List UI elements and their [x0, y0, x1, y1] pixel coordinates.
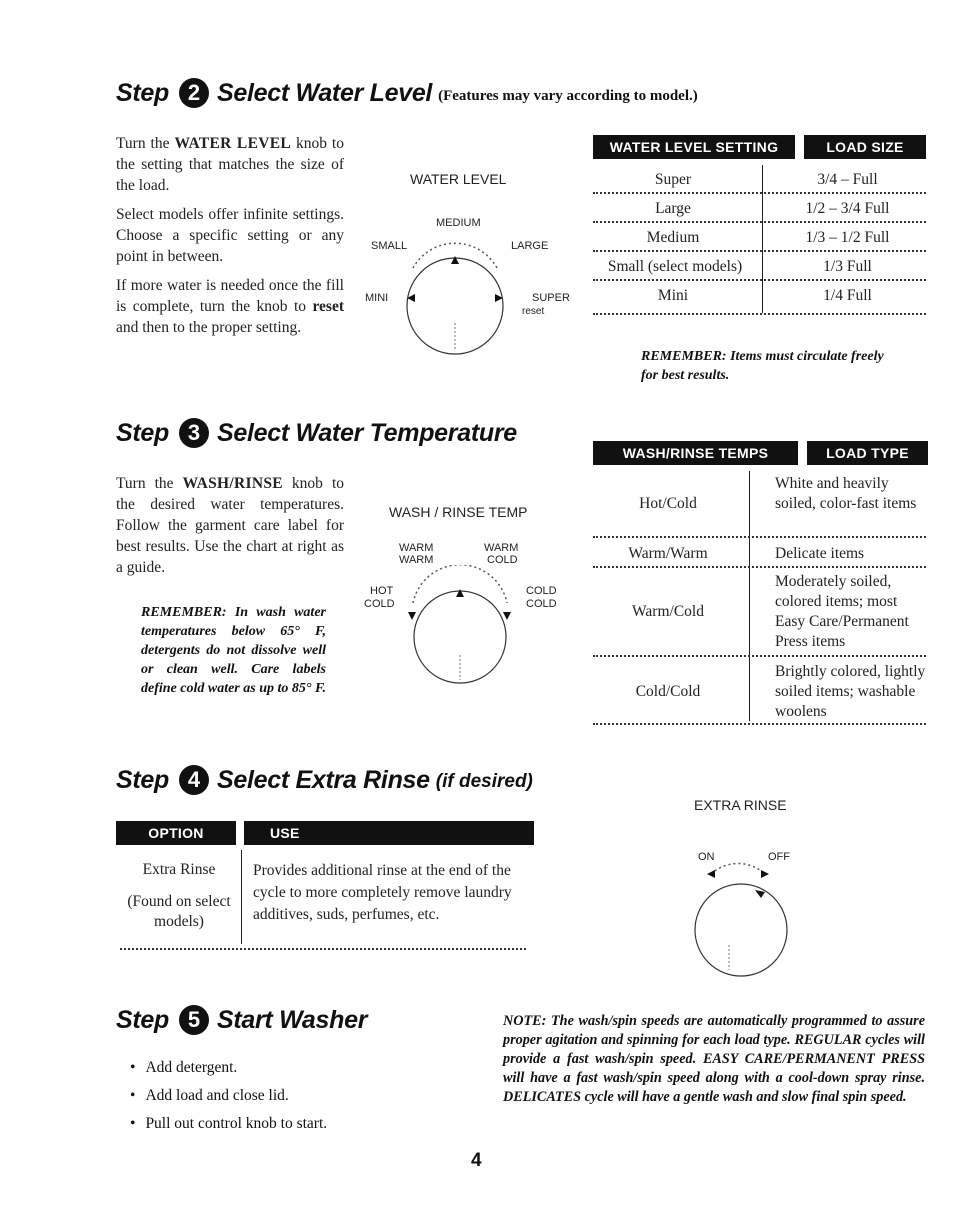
table-row-temp: Cold/Cold — [635, 683, 701, 700]
row-separator — [593, 250, 926, 252]
dial-label-cold: COLD — [364, 598, 395, 610]
option-use: Provides additional rinse at the end of the cycle to more completely remove laundry additives, suds, perfumes, etc. — [253, 862, 512, 923]
row-separator — [593, 566, 926, 568]
row-separator — [120, 948, 526, 950]
start-washer-steps — [130, 1059, 430, 1143]
table-row-load-type: Brightly colored, lightly soiled items; washable woolens — [775, 663, 926, 720]
dial-label-warm: WARM — [399, 554, 434, 566]
header-use: USE — [244, 821, 534, 845]
header-option: OPTION — [116, 821, 236, 845]
row-separator — [593, 313, 926, 315]
step2-instructions — [116, 133, 344, 346]
wash-rinse-knob-icon[interactable] — [395, 565, 525, 690]
row-separator — [593, 655, 926, 657]
extra-rinse-table-header — [116, 821, 534, 845]
step-number-badge: 4 — [179, 765, 209, 795]
table-row-load: 1/2 – 3/4 Full — [805, 200, 890, 217]
row-separator — [593, 536, 926, 538]
step-word: Step — [116, 418, 169, 447]
row-separator — [593, 221, 926, 223]
step3-remember-note: REMEMBER: In wash water temperatures below 65° F, detergents do not dissolve well or clean well. Care labels define cold water as up to 85° F. — [141, 605, 327, 696]
step-word: Step — [116, 765, 169, 794]
dial-label-large: LARGE — [511, 240, 549, 252]
header-wash-rinse-temps: WASH/RINSE TEMPS — [593, 441, 798, 465]
step5-heading — [116, 1005, 367, 1035]
table-row-load-type: White and heavily soiled, color-fast items — [775, 475, 917, 512]
step3-heading — [116, 418, 517, 448]
dial-label-small: SMALL — [371, 240, 408, 252]
step3-instructions — [116, 473, 344, 586]
step-title: Select Extra Rinse — [216, 765, 430, 794]
step3-paragraph-1: Turn the WASH/RINSE knob to the desired water temperatures. Follow the garment care label for best results. Use the chart at right as a guide. — [116, 475, 344, 576]
table-row-setting: Large — [655, 200, 691, 217]
step-title: Select Water Level — [216, 78, 433, 107]
step2-paragraph-3: If more water is needed once the fill is complete, turn the knob to reset and then to the proper setting. — [116, 277, 344, 336]
header-load-type: LOAD TYPE — [807, 441, 928, 465]
step-number-badge: 3 — [179, 418, 209, 448]
wash-rinse-table-header — [593, 441, 928, 465]
step4-heading — [116, 765, 533, 795]
water-level-table-header — [593, 135, 926, 159]
step-note: (if desired) — [435, 771, 533, 792]
table-row-setting: Super — [654, 171, 692, 188]
dial-label-off: OFF — [768, 851, 790, 863]
step-number-badge: 2 — [179, 78, 209, 108]
table-row-temp: Hot/Cold — [639, 495, 697, 512]
water-level-dial-title: WATER LEVEL — [410, 171, 507, 187]
header-water-level-setting: WATER LEVEL SETTING — [593, 135, 795, 159]
table-divider — [749, 471, 750, 721]
table-row-load: 3/4 – Full — [817, 171, 878, 188]
wash-spin-note: NOTE: The wash/spin speeds are automatically programmed to assure proper agitation and spinning for each load type. REGULAR cycles will provide a fast wash/spin speed. EASY CARE/PERMANENT PRESS will have a fast wash/spin speed along with a cool-down spray rinse. DELICATES cycle will have a gentle wash and slow final spin speed. — [503, 1013, 925, 1105]
dial-label-mini: MINI — [365, 292, 389, 304]
step2-paragraph-2: Select models offer infinite settings. Choose a specific setting or any point in between. — [116, 206, 344, 265]
option-availability: (Found on select models) — [127, 893, 231, 930]
dial-label-super: SUPER — [532, 292, 570, 304]
step-title: Start Washer — [216, 1005, 368, 1034]
table-row-setting: Small (select models) — [607, 258, 743, 275]
page-number: 4 — [471, 1150, 482, 1171]
dial-label-cold: COLD — [526, 585, 557, 597]
dial-label-reset: reset — [522, 306, 545, 317]
step2-paragraph-1: Turn the WATER LEVEL knob to the setting that matches the size of the load. — [116, 135, 344, 194]
table-row-load: 1/3 Full — [823, 258, 872, 275]
step-title: Select Water Temperature — [216, 418, 517, 447]
step2-remember-note: REMEMBER: Items must circulate freely for best results. — [641, 349, 884, 383]
dial-label-cold: COLD — [526, 598, 557, 610]
list-item: • Pull out control knob to start. — [130, 1115, 430, 1133]
step-note: (Features may vary according to model.) — [438, 87, 698, 104]
table-row-load-type: Delicate items — [775, 545, 865, 562]
table-row-load-type: Moderately soiled, colored items; most Easy Care/Permanent Press items — [775, 573, 909, 650]
wash-rinse-dial-title: WASH / RINSE TEMP — [389, 504, 528, 520]
table-row-load: 1/3 – 1/2 Full — [805, 229, 890, 246]
table-row-setting: Medium — [646, 229, 700, 246]
step-number-badge: 5 — [179, 1005, 209, 1035]
dial-label-cold: COLD — [487, 554, 518, 566]
step-word: Step — [116, 1005, 169, 1034]
table-row-temp: Warm/Warm — [628, 545, 708, 562]
step2-heading — [116, 78, 698, 108]
water-level-knob-icon[interactable] — [385, 228, 525, 358]
list-item: • Add load and close lid. — [130, 1087, 430, 1105]
row-separator — [593, 192, 926, 194]
dial-label-warm: WARM — [399, 542, 434, 554]
table-row-load: 1/4 Full — [823, 287, 872, 304]
dial-label-hot: HOT — [370, 585, 394, 597]
row-separator — [593, 723, 926, 725]
extra-rinse-dial-title: EXTRA RINSE — [694, 797, 787, 813]
table-divider — [762, 165, 763, 313]
option-name: Extra Rinse — [142, 861, 216, 878]
dial-label-on: ON — [698, 851, 715, 863]
list-item: • Add detergent. — [130, 1059, 430, 1077]
extra-rinse-knob-icon[interactable] — [683, 860, 803, 980]
row-separator — [593, 279, 926, 281]
table-row-temp: Warm/Cold — [632, 603, 704, 620]
step-word: Step — [116, 78, 169, 107]
dial-label-medium: MEDIUM — [436, 217, 481, 229]
dial-label-warm: WARM — [484, 542, 519, 554]
table-row-setting: Mini — [657, 287, 689, 304]
header-load-size: LOAD SIZE — [804, 135, 926, 159]
table-divider — [241, 850, 242, 944]
